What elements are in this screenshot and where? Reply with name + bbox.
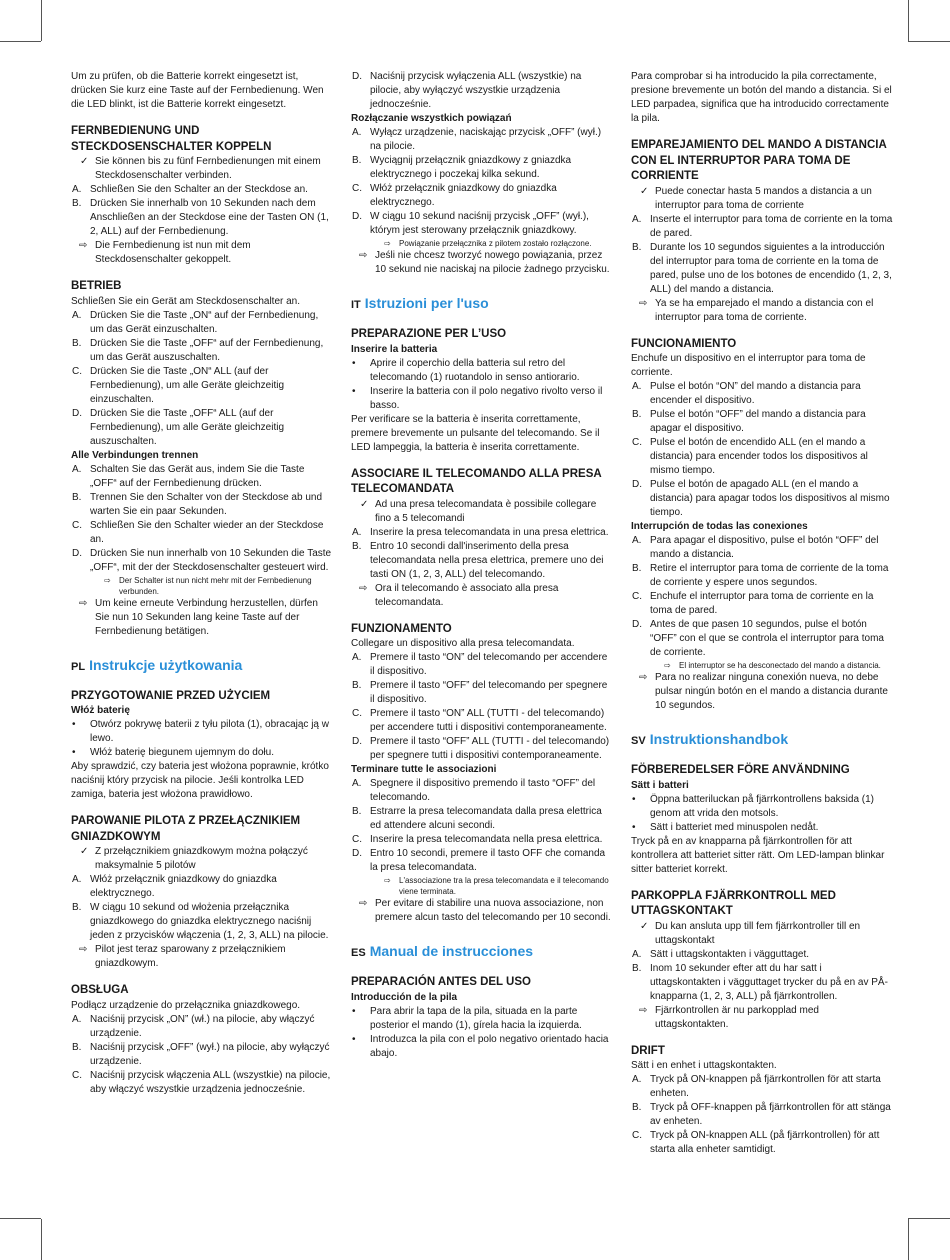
list-item-text: Premere il tasto “OFF” del telecomando per spegnere il dispositivo. [370, 680, 608, 705]
language-code: IT [351, 299, 361, 311]
list-item-text: Entro 10 secondi dall'inserimento della presa telecomandata nella presa elettrica, premere uno dei tasti ON (1, 2, 3, ALL) del telecomando. [370, 540, 604, 580]
list-item-text: Pilot jest teraz sparowany z przełącznikiem gniazdkowym. [95, 944, 286, 969]
list-item-text: Włóż przełącznik gniazdkowy do gniazdka elektrycznego. [90, 874, 277, 899]
step-letter: D. [352, 211, 362, 222]
bullet-icon: • [72, 747, 76, 758]
list-item-text: Inserire la presa telecomandata nella presa elettrica. [370, 834, 603, 845]
list-item-text: Fjärrkontrollen är nu parkopplad med uttagskontakten. [655, 1004, 819, 1030]
section-heading: PREPARACIÓN ANTES DEL USO [351, 976, 531, 988]
crop-mark [41, 0, 42, 41]
section-heading: PARKOPPLA FJÄRRKONTROLL MED UTTAGSKONTAKT [631, 889, 836, 917]
list-item [351, 540, 613, 582]
step-letter: B. [352, 680, 362, 691]
step-letter: D. [72, 547, 82, 559]
subheading: Alle Verbindungen trennen [71, 449, 199, 461]
step-letter: A. [72, 184, 82, 195]
list-item [351, 735, 613, 763]
section-heading: FERNBEDIENUNG UND STECKDOSENSCHALTER KOPPELN [71, 125, 272, 153]
list-item [351, 897, 613, 925]
list-item [351, 126, 613, 154]
bullet-icon: • [632, 821, 636, 833]
paragraph: Tryck på en av knapparna på fjärrkontrollen för att kontrollera att batteriet sitter rätt. Om LED-lampan blinkar sitter batteriet korrekt. [631, 835, 885, 875]
step-letter: D. [72, 407, 82, 419]
subheading: Rozłączanie wszystkich powiązań [351, 113, 512, 124]
list-item-text: Włóż baterię biegunem ujemnym do dołu. [90, 747, 274, 758]
spacer [631, 1032, 893, 1044]
paragraph: Enchufe un dispositivo en el interruptor para toma de corriente. [631, 353, 866, 378]
bullet-icon: • [72, 719, 76, 730]
list-item [631, 821, 893, 835]
list-item [631, 671, 893, 713]
list-item [71, 491, 333, 519]
paragraph: Collegare un dispositivo alla presa telecomandata. [351, 638, 575, 649]
list-item-text: Premere il tasto “ON” del telecomando per accendere il dispositivo. [370, 652, 608, 677]
list-item [631, 660, 893, 671]
list-item [351, 582, 613, 610]
list-item [71, 197, 333, 239]
step-letter: B. [632, 241, 642, 253]
list-item [351, 526, 613, 540]
step-letter: B. [352, 155, 362, 166]
list-item-text: Antes de que pasen 10 segundos, pulse el botón “OFF” con el que se controla el interruptor para toma de corriente. [650, 619, 884, 658]
list-item-text: Du kan ansluta upp till fem fjärrkontroller till en uttagskontakt [655, 920, 861, 946]
list-item-text: Jeśli nie chcesz tworzyć nowego powiązania, przez 10 sekund nie naciskaj na pilocie żadnego przycisku. [375, 250, 610, 275]
list-item-text: Pulse el botón de apagado ALL (en el mando a distancia) para apagar todos los dispositivos al mismo tiempo. [650, 479, 890, 518]
step-letter: B. [632, 409, 642, 420]
list-item-text: Öppna batteriluckan på fjärrkontrollens baksida (1) genom att vrida den motsols. [650, 793, 875, 819]
list-item [631, 241, 893, 297]
step-letter: B. [72, 1041, 82, 1053]
spacer [351, 963, 613, 975]
spacer [631, 126, 893, 138]
step-letter: A. [632, 948, 642, 960]
step-letter: B. [352, 806, 362, 817]
spacer [71, 267, 333, 279]
list-item-text: Retire el interruptor para toma de corriente de la toma de corriente y espere unos segundos. [650, 563, 889, 588]
list-item-text: Tryck på ON-knappen på fjärrkontrollen för att starta enheten. [650, 1074, 881, 1099]
list-item [631, 793, 893, 821]
step-letter: A. [352, 127, 362, 138]
list-item-text: Spegnere il dispositivo premendo il tasto “OFF” del telecomando. [370, 778, 596, 803]
list-item-text: Drücken Sie die Taste „OFF“ ALL (auf der Fernbedienung), um alle Geräte gleichzeitig auszuschalten. [90, 407, 284, 447]
spacer [71, 971, 333, 983]
arrow-right-icon: ⇨ [384, 239, 391, 248]
step-letter: B. [352, 540, 362, 552]
list-item [351, 651, 613, 679]
list-item [631, 590, 893, 618]
step-letter: C. [72, 519, 82, 531]
list-item-text: Drücken Sie die Taste „ON“ ALL (auf der Fernbedienung), um alle Geräte gleichzeitig einzuschalten. [90, 365, 284, 405]
list-item [351, 847, 613, 875]
arrow-right-icon: ⇨ [104, 575, 111, 585]
list-item-text: Inserire la presa telecomandata in una presa elettrica. [370, 526, 609, 538]
list-item [71, 239, 333, 267]
list-item-text: Inserire la batteria con il polo negativo rivolto verso il basso. [370, 385, 603, 411]
list-item [71, 407, 333, 449]
list-item [351, 805, 613, 833]
list-item-text: Premere il tasto “ON” ALL (TUTTI - del telecomando) per accendere tutti i dispositivi contemporaneamente. [370, 708, 607, 733]
list-item-text: Durante los 10 segundos siguientes a la introducción del interruptor para toma de corriente en la toma de pared, pulse uno de los botones de encendido (1, 2, 3, ALL) del mando a distancia. [650, 241, 892, 295]
step-letter: C. [72, 365, 82, 377]
language-title: Instrukcje użytkowania [89, 656, 243, 673]
list-item-text: W ciągu 10 sekund naciśnij przycisk „OFF” (wył.), którym jest sterowany przełącznik gniazdkowy. [370, 211, 589, 236]
list-item [71, 547, 333, 575]
check-icon: ✓ [640, 185, 649, 197]
subheading: Interrupción de todas las conexiones [631, 521, 808, 532]
crop-mark [908, 41, 950, 42]
list-item [631, 185, 893, 213]
section-heading: BETRIEB [71, 280, 122, 292]
crop-mark [0, 1218, 41, 1219]
language-code: ES [351, 947, 366, 959]
list-item [351, 357, 613, 385]
list-item [631, 408, 893, 436]
list-item [631, 962, 893, 1004]
list-item [631, 948, 893, 962]
step-letter: B. [632, 1102, 642, 1113]
bullet-icon: • [352, 1033, 356, 1045]
bullet-icon: • [632, 793, 636, 805]
list-item [631, 534, 893, 562]
subheading: Terminare tutte le associazioni [351, 764, 497, 775]
list-item-text: Pulse el botón “OFF” del mando a distancia para apagar el dispositivo. [650, 409, 866, 434]
step-letter: C. [352, 183, 362, 194]
crop-mark [41, 1219, 42, 1260]
list-item [351, 498, 613, 526]
list-item [631, 1101, 893, 1129]
arrow-right-icon: ⇨ [359, 250, 368, 261]
step-letter: B. [72, 337, 82, 349]
list-item-text: Schließen Sie den Schalter an der Steckdose an. [90, 184, 308, 195]
step-letter: B. [72, 198, 82, 209]
list-item-text: Inserte el interruptor para toma de corriente en la toma de pared. [650, 213, 893, 239]
arrow-right-icon: ⇨ [359, 582, 368, 594]
list-item [631, 380, 893, 408]
list-item-text: Para no realizar ninguna conexión nueva, no debe pulsar ningún botón en el mando a distancia durante 10 segundos. [655, 672, 888, 711]
list-item [71, 463, 333, 491]
arrow-right-icon: ⇨ [639, 297, 648, 309]
list-item-text: Powiązanie przełącznika z pilotem zostało rozłączone. [399, 239, 592, 248]
list-item-text: Sie können bis zu fünf Fernbedienungen mit einem Steckdosenschalter verbinden. [95, 156, 321, 181]
step-letter: A. [632, 213, 642, 225]
step-letter: D. [352, 848, 362, 859]
step-letter: C. [72, 1069, 82, 1081]
list-item [351, 210, 613, 238]
spacer [71, 639, 333, 651]
list-item-text: Pulse el botón de encendido ALL (en el mando a distancia) para encender todos los dispositivos al mismo tiempo. [650, 437, 868, 476]
section-heading: ASSOCIARE IL TELECOMANDO ALLA PRESA TELECOMANDATA [351, 467, 602, 495]
step-letter: C. [632, 437, 642, 448]
list-item-text: Trennen Sie den Schalter von der Steckdose ab und warten Sie ein paar Sekunden. [90, 491, 323, 517]
list-item-text: Wyłącz urządzenie, naciskając przycisk „OFF” (wył.) na pilocie. [370, 127, 602, 152]
list-item-text: Entro 10 secondi, premere il tasto OFF che comanda la presa telecomandata. [370, 848, 606, 873]
arrow-right-icon: ⇨ [79, 597, 88, 609]
step-letter: D. [632, 479, 642, 490]
list-item [631, 1129, 893, 1157]
step-letter: C. [632, 591, 642, 602]
language-heading [351, 941, 613, 963]
list-item-text: Schließen Sie den Schalter wieder an der Steckdose an. [90, 519, 324, 545]
list-item [351, 777, 613, 805]
list-item-text: Sätt i uttagskontakten i vägguttaget. [650, 948, 809, 960]
list-item [71, 746, 333, 760]
spacer [71, 802, 333, 814]
list-item-text: Schalten Sie das Gerät aus, indem Sie die Taste „OFF“ auf der Fernbedienung drücken. [90, 463, 305, 489]
list-item-text: Tryck på OFF-knappen på fjärrkontrollen för att stänga av enheten. [650, 1102, 891, 1127]
language-heading [351, 293, 613, 315]
list-item-text: Drücken Sie die Taste „ON“ auf der Fernbedienung, um das Gerät einzuschalten. [90, 309, 319, 335]
paragraph: Para comprobar si ha introducido la pila correctamente, presione brevemente un botón del mando a distancia. Si el LED parpadea, significa que ha introducido correctamente la pila. [631, 71, 892, 124]
list-item [71, 1069, 333, 1097]
list-item [351, 833, 613, 847]
list-item-text: L'associazione tra la presa telecomandata e il telecomando viene terminata. [399, 876, 609, 896]
bullet-icon: • [352, 385, 356, 397]
paragraph: Aby sprawdzić, czy bateria jest włożona poprawnie, krótko naciśnij który przycisk na pilocie. Jeśli kontrolka LED zamiga, bateria jest włożona prawidłowo. [71, 761, 329, 800]
step-letter: B. [72, 902, 82, 913]
list-item-text: Premere il tasto “OFF” ALL (TUTTI - del telecomando) per spegnere tutti i dispositivi contemporaneamente. [370, 736, 610, 761]
bullet-icon: • [352, 1005, 356, 1017]
step-letter: A. [72, 309, 82, 321]
spacer [71, 677, 333, 689]
subheading: Sätt i batteri [631, 779, 689, 791]
arrow-right-icon: ⇨ [664, 661, 671, 670]
list-item [71, 1041, 333, 1069]
list-item [631, 436, 893, 478]
paragraph: Um zu prüfen, ob die Batterie korrekt eingesetzt ist, drücken Sie kurz eine Taste auf der Fernbedienung. Wen die LED blinkt, ist die Batterie korrekt eingesetzt. [71, 71, 324, 110]
step-letter: A. [632, 1074, 642, 1085]
section-heading: PRZYGOTOWANIE PRZED UŻYCIEM [71, 689, 271, 702]
step-letter: D. [352, 736, 362, 747]
list-item-text: Naciśnij przycisk „OFF” (wył.) na pilocie, aby wyłączyć urządzenie. [90, 1041, 330, 1067]
spacer [351, 455, 613, 467]
list-item [351, 249, 613, 277]
list-item [71, 519, 333, 547]
list-item-text: Per evitare di stabilire una nuova associazione, non premere alcun tasto del telecomando per 10 secondi. [375, 898, 611, 923]
list-item [631, 920, 893, 948]
subheading: Inserire la batteria [351, 343, 438, 355]
language-code: SV [631, 735, 646, 747]
section-heading: FUNZIONAMENTO [351, 622, 452, 635]
language-heading [631, 729, 893, 751]
list-item-text: Ya se ha emparejado el mando a distancia con el interruptor para toma de corriente. [655, 297, 874, 323]
step-letter: A. [352, 526, 362, 538]
step-letter: B. [632, 563, 642, 574]
list-item-text: Introduzca la pila con el polo negativo orientado hacia abajo. [370, 1033, 609, 1059]
list-item [71, 943, 333, 971]
list-item [71, 183, 333, 197]
list-item-text: Naciśnij przycisk wyłączenia ALL (wszystkie) na pilocie, aby wyłączyć wszystkie urządzenia jednocześnie. [370, 71, 582, 110]
list-item-text: Tryck på ON-knappen ALL (på fjärrkontrollen) för att starta alla enheter samtidigt. [650, 1130, 880, 1155]
arrow-right-icon: ⇨ [79, 944, 88, 955]
list-item [351, 875, 613, 897]
language-title: Istruzioni per l'uso [364, 295, 489, 311]
check-icon: ✓ [360, 498, 369, 510]
list-item [631, 297, 893, 325]
section-heading: DRIFT [631, 1044, 665, 1057]
list-item-text: Naciśnij przycisk „ON” (wł.) na pilocie, aby włączyć urządzenie. [90, 1013, 315, 1039]
step-letter: B. [632, 962, 642, 974]
language-code: PL [71, 660, 86, 673]
language-heading [71, 655, 333, 677]
crop-mark [908, 1219, 909, 1260]
step-letter: B. [72, 491, 82, 503]
arrow-right-icon: ⇨ [384, 876, 391, 885]
section-heading: FUNCIONAMIENTO [631, 337, 737, 350]
spacer [351, 610, 613, 622]
list-item-text: Ad una presa telecomandata è possibile collegare fino a 5 telecomandi [375, 498, 597, 524]
list-item [71, 597, 333, 639]
list-item [351, 385, 613, 413]
list-item [71, 575, 333, 597]
list-item [71, 155, 333, 183]
list-item [351, 70, 613, 112]
column-left [71, 70, 333, 1097]
subheading: Introducción de la pila [351, 991, 458, 1003]
section-heading: FÖRBEREDELSER FÖRE ANVÄNDNING [631, 764, 850, 776]
list-item [71, 337, 333, 365]
step-letter: A. [72, 463, 82, 475]
list-item-text: Naciśnij przycisk włączenia ALL (wszystkie) na pilocie, aby włączyć wszystkie urządzenia jednocześnie. [90, 1069, 331, 1095]
step-letter: C. [352, 834, 362, 845]
spacer [351, 277, 613, 289]
list-item-text: Drücken Sie die Taste „OFF“ auf der Fernbedienung, um das Gerät auszuschalten. [90, 337, 324, 363]
list-item [631, 213, 893, 241]
spacer [71, 112, 333, 124]
list-item [71, 365, 333, 407]
check-icon: ✓ [80, 156, 89, 167]
step-letter: C. [352, 708, 362, 719]
bullet-icon: • [352, 357, 356, 369]
list-item [631, 562, 893, 590]
list-item-text: Sätt i batteriet med minuspolen nedåt. [650, 821, 819, 833]
paragraph: Podłącz urządzenie do przełącznika gniazdkowego. [71, 999, 301, 1011]
list-item-text: Aprire il coperchio della batteria sul retro del telecomando (1) ruotandolo in senso antiorario. [370, 357, 580, 383]
list-item-text: Puede conectar hasta 5 mandos a distancia a un interruptor para toma de corriente [655, 185, 872, 211]
step-letter: C. [632, 1130, 642, 1141]
arrow-right-icon: ⇨ [639, 672, 648, 683]
list-item-text: Enchufe el interruptor para toma de corriente en la toma de pared. [650, 591, 874, 616]
list-item [351, 1005, 613, 1033]
crop-mark [0, 41, 41, 42]
spacer [631, 877, 893, 889]
list-item-text: Para apagar el dispositivo, pulse el botón “OFF” del mando a distancia. [650, 535, 879, 560]
list-item [351, 154, 613, 182]
list-item-text: Estrarre la presa telecomandata dalla presa elettrica ed attendere alcuni secondi. [370, 806, 602, 831]
list-item-text: Para abrir la tapa de la pila, situada en la parte posterior el mando (1), gírela hacia la izquierda. [370, 1005, 582, 1031]
step-letter: D. [352, 71, 362, 82]
list-item [71, 718, 333, 746]
spacer [631, 751, 893, 763]
spacer [631, 325, 893, 337]
column-right [631, 70, 893, 1157]
list-item [71, 901, 333, 943]
list-item [71, 1013, 333, 1041]
list-item-text: Z przełącznikiem gniazdkowym można połączyć maksymalnie 5 pilotów [95, 846, 308, 871]
section-heading: PAROWANIE PILOTA Z PRZEŁĄCZNIKIEM GNIAZDKOWYM [71, 815, 301, 843]
arrow-right-icon: ⇨ [639, 1004, 648, 1016]
step-letter: A. [352, 778, 362, 789]
list-item [351, 182, 613, 210]
list-item [351, 707, 613, 735]
list-item [351, 238, 613, 249]
step-letter: A. [632, 381, 642, 392]
section-heading: EMPAREJAMIENTO DEL MANDO A DISTANCIA CON EL INTERRUPTOR PARA TOMA DE CORRIENTE [631, 139, 887, 182]
list-item [71, 309, 333, 337]
step-letter: A. [72, 874, 82, 885]
crop-mark [908, 0, 909, 41]
list-item-text: Włóż przełącznik gniazdkowy do gniazdka elektrycznego. [370, 183, 557, 208]
list-item-text: Inom 10 sekunder efter att du har satt i uttagskontakten i vägguttaget trycker du på en av PÅ-knapparna (1, 2, 3, ALL) på fjärrkontrollen. [650, 962, 888, 1002]
spacer [351, 925, 613, 937]
spacer [631, 713, 893, 725]
subheading: Włóż baterię [71, 705, 130, 716]
list-item-text: Der Schalter ist nun nicht mehr mit der Fernbedienung verbunden. [119, 575, 312, 596]
list-item-text: Drücken Sie innerhalb von 10 Sekunden nach dem Anschließen an der Steckdose eine der Tasten ON (1, 2, ALL) auf der Fernbedienung. [90, 198, 329, 237]
paragraph: Per verificare se la batteria è inserita correttamente, premere brevemente un pulsante del telecomando. Se il LED lampeggia, la batteria è inserita correttamente. [351, 413, 600, 453]
list-item [631, 478, 893, 520]
step-letter: A. [72, 1013, 82, 1025]
list-item [351, 1033, 613, 1061]
paragraph: Sätt i en enhet i uttagskontakten. [631, 1060, 777, 1071]
section-heading: PREPARAZIONE PER L’USO [351, 328, 507, 340]
check-icon: ✓ [80, 846, 89, 857]
arrow-right-icon: ⇨ [79, 240, 88, 251]
list-item-text: Ora il telecomando è associato alla presa telecomandata. [375, 582, 559, 608]
list-item-text: Pulse el botón “ON” del mando a distancia para encender el dispositivo. [650, 381, 861, 406]
step-letter: A. [352, 652, 362, 663]
list-item-text: W ciągu 10 sekund od włożenia przełącznika gniazdkowego do gniazdka elektrycznego naciśnij jeden z przycisków włączenia (1, 2, 3, ALL) na pilocie. [90, 902, 329, 941]
step-letter: A. [632, 535, 642, 546]
crop-mark [908, 1218, 950, 1219]
list-item-text: El interruptor se ha desconectado del mando a distancia. [679, 661, 881, 670]
section-heading: OBSŁUGA [71, 984, 129, 996]
language-title: Manual de instrucciones [369, 943, 534, 959]
spacer [351, 315, 613, 327]
list-item-text: Drücken Sie nun innerhalb von 10 Sekunden die Taste „OFF“, mit der der Steckdosenschalter gesteuert wird. [90, 547, 332, 573]
list-item [71, 845, 333, 873]
check-icon: ✓ [640, 920, 649, 932]
list-item [351, 679, 613, 707]
list-item-text: Die Fernbedienung ist nun mit dem Steckdosenschalter gekoppelt. [95, 240, 251, 265]
paragraph: Schließen Sie ein Gerät am Steckdosenschalter an. [71, 295, 301, 307]
list-item-text: Wyciągnij przełącznik gniazdkowy z gniazdka elektrycznego i poczekaj kilka sekund. [370, 155, 572, 180]
language-title: Instruktionshandbok [649, 731, 789, 747]
list-item [71, 873, 333, 901]
arrow-right-icon: ⇨ [359, 898, 368, 909]
list-item [631, 1004, 893, 1032]
list-item-text: Otwórz pokrywę baterii z tyłu pilota (1), obracając ją w lewo. [90, 719, 329, 744]
list-item [631, 618, 893, 660]
step-letter: D. [632, 619, 642, 630]
list-item [631, 1073, 893, 1101]
list-item-text: Um keine erneute Verbindung herzustellen, dürfen Sie nun 10 Sekunden lang keine Taste auf der Fernbedienung betätigen. [95, 597, 318, 637]
column-middle [351, 70, 613, 1061]
